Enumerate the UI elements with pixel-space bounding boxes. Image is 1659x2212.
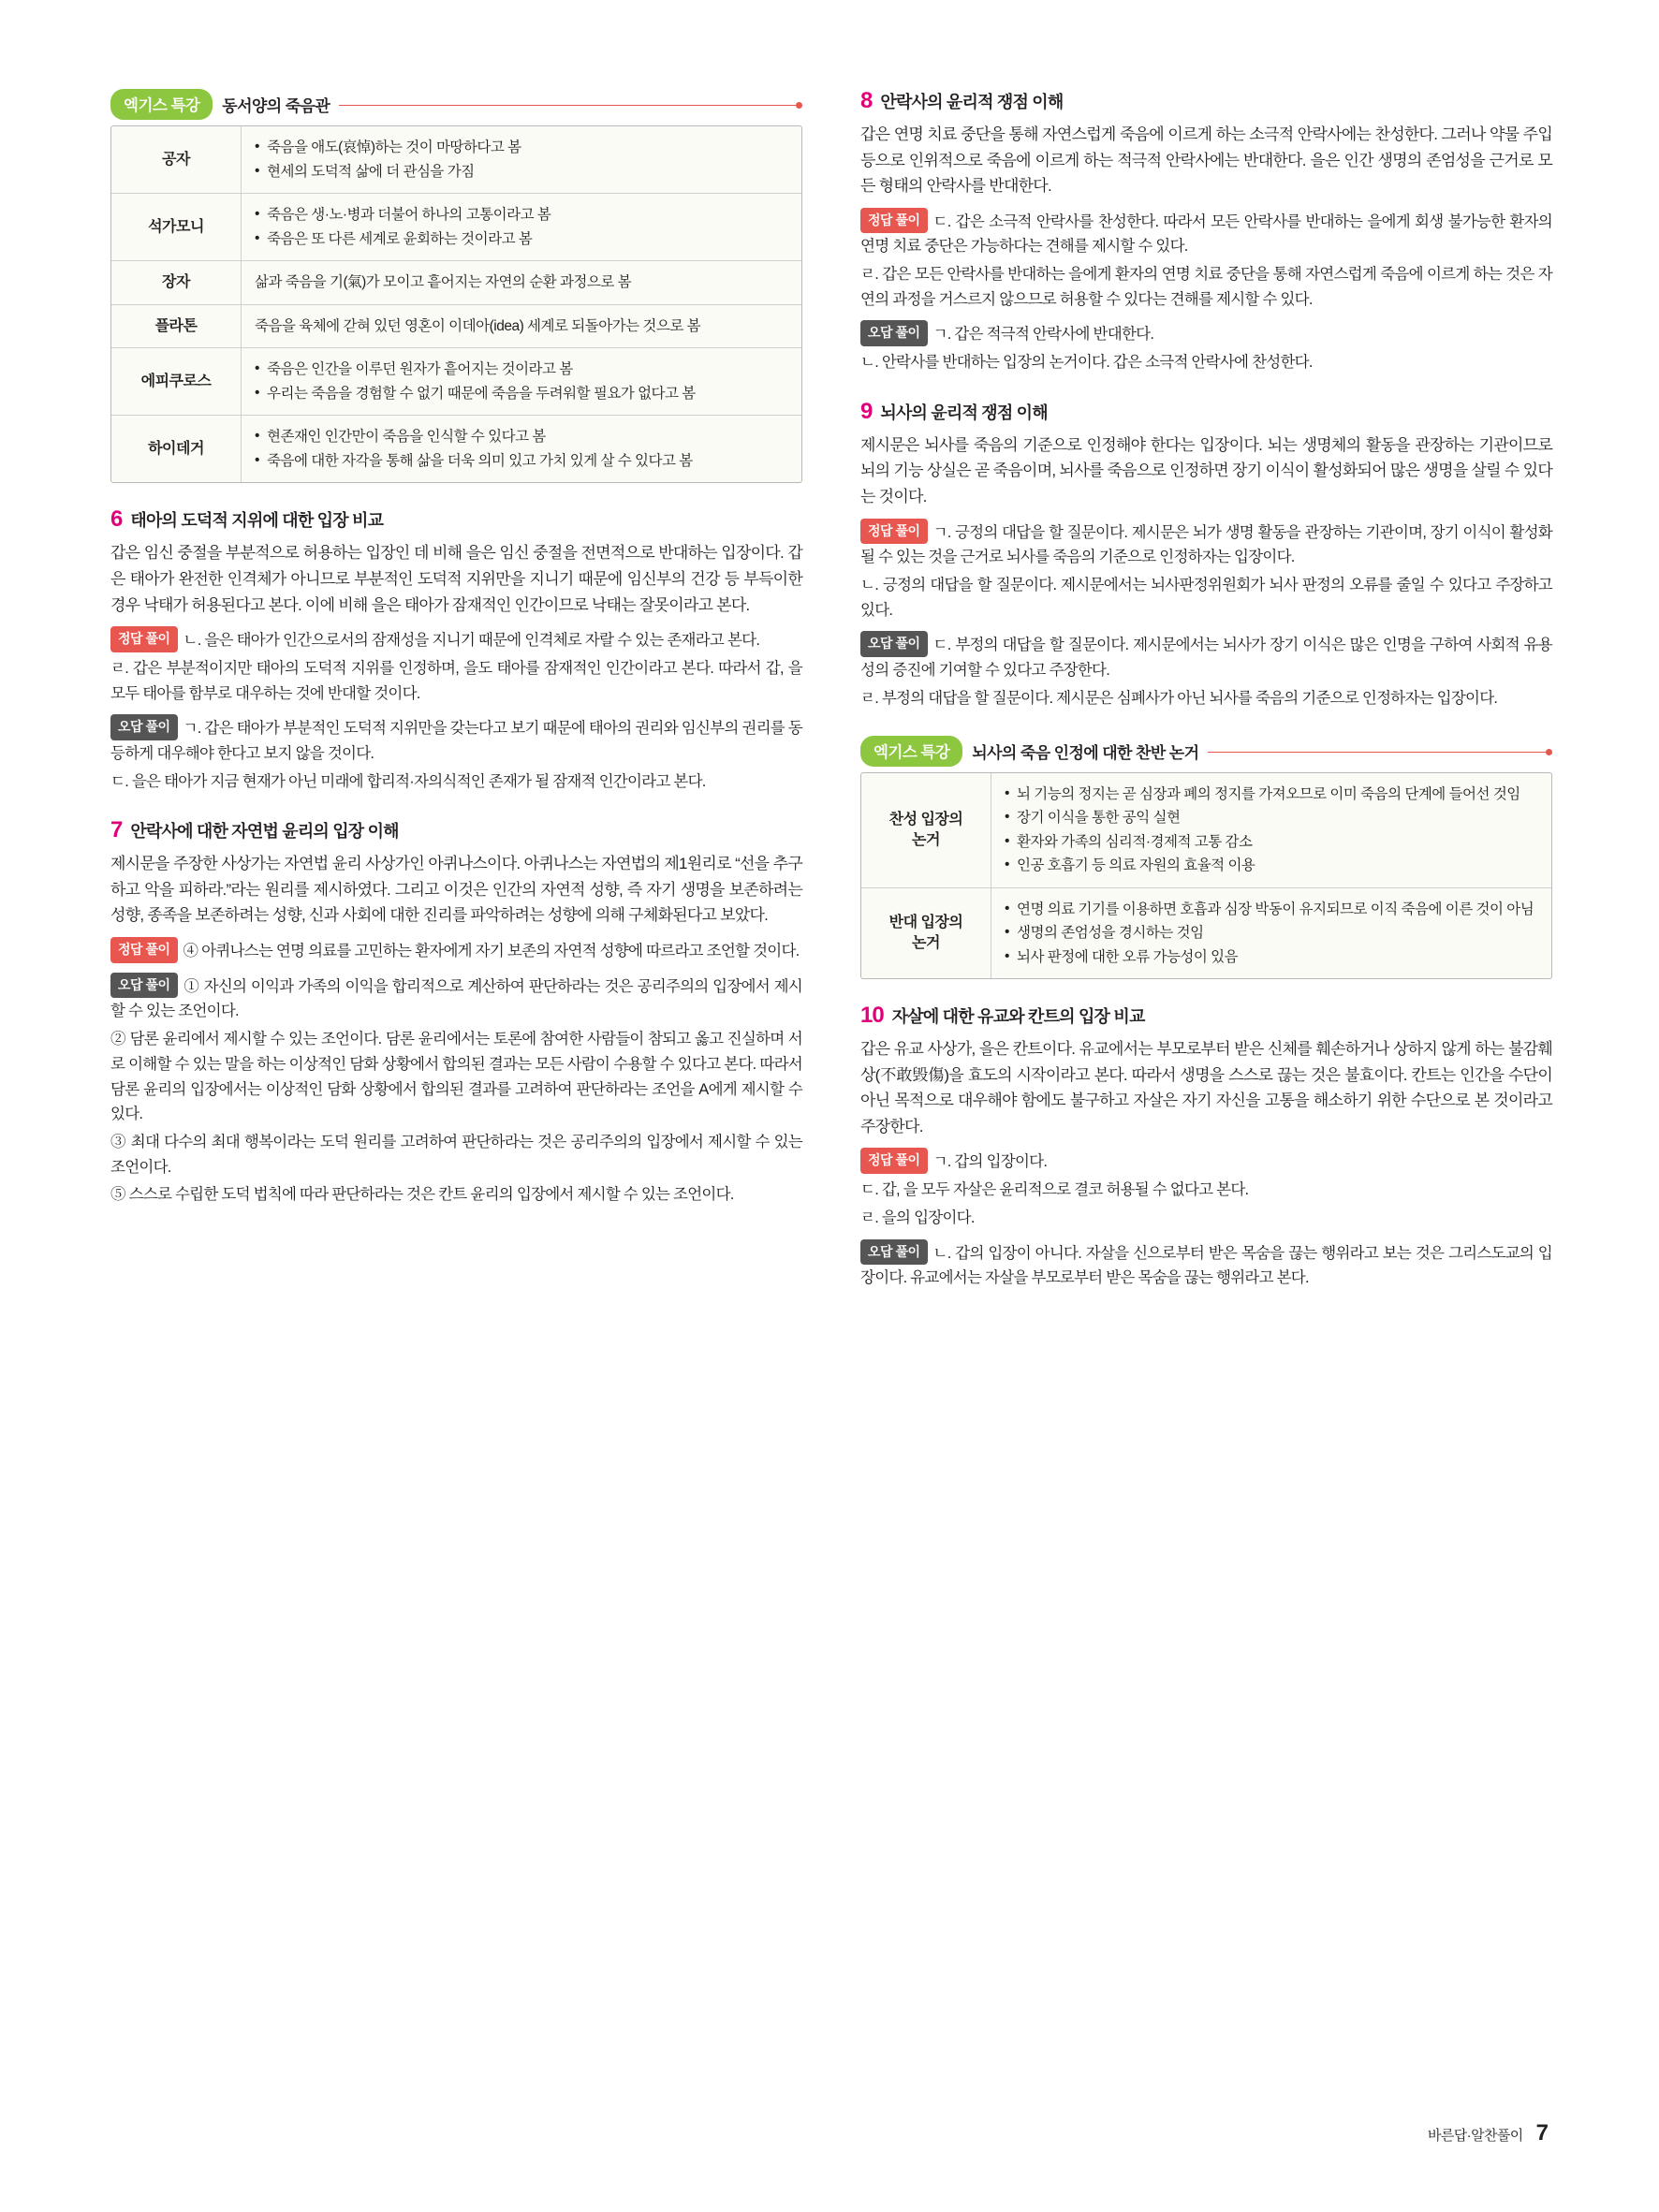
question-header xyxy=(860,400,1552,424)
correct-answer-group xyxy=(860,1148,1552,1230)
two-column-layout xyxy=(110,89,1552,2092)
row-text: 삶과 죽음을 기(氣)가 모이고 흩어지는 자연의 순환 과정으로 봄 xyxy=(255,274,632,291)
wrong-answer-group xyxy=(860,1239,1552,1291)
correct-answer-line: ㄹ. 갑은 모든 안락사를 반대하는 을에게 환자의 연명 치료 중단을 통해 자연스럽게 죽음에 이르게 하는 것은 자연의 과정을 거스르지 않으므로 허용할 수 있다는 견해를 제시할 수 있다. xyxy=(860,266,1552,308)
brain-death-table xyxy=(861,773,1551,979)
wrong-answer-line xyxy=(860,1239,1552,1291)
correct-answer-line xyxy=(110,626,802,653)
row-content xyxy=(242,348,802,416)
row-label: 플라톤 xyxy=(111,304,242,348)
feature-box-brain-death xyxy=(860,736,1552,980)
feature-rule-line xyxy=(1208,752,1552,753)
correct-answer-label: 정답 풀이 xyxy=(860,1148,928,1174)
wrong-answer-group xyxy=(110,714,802,794)
wrong-answer-line: ㄹ. 부정의 대답을 할 질문이다. 제시문은 심폐사가 아닌 뇌사를 죽음의 기준으로 인정하자는 입장이다. xyxy=(860,689,1498,707)
row-content xyxy=(991,887,1552,978)
bullet-list xyxy=(255,426,792,472)
wrong-answer-group xyxy=(860,631,1552,710)
feature-box-death-views xyxy=(110,89,802,483)
list-item: • 죽음은 생·노·병과 더불어 하나의 고통이라고 봄 xyxy=(255,204,792,227)
feature-body xyxy=(110,125,802,483)
feature-header xyxy=(860,736,1552,767)
question-number: 6 xyxy=(110,506,123,533)
row-label: 장자 xyxy=(111,261,242,305)
table-row xyxy=(861,887,1551,978)
question-header xyxy=(860,1003,1552,1028)
list-item: • 뇌사 판정에 대한 오류 가능성이 있음 xyxy=(1005,946,1542,969)
wrong-answer-label: 오답 풀이 xyxy=(110,714,178,740)
feature-body xyxy=(860,772,1552,980)
bullet-list xyxy=(1005,899,1542,969)
question-number: 8 xyxy=(860,88,873,113)
explanation-paragraph: 제시문을 주장한 사상가는 자연법 윤리 사상가인 아퀴나스이다. 아퀴나스는 자연법의 제1원리로 “선을 추구하고 악을 피하라.”라는 원리를 제시하였다. 그리고 이것은 인간의 자연적 성향, 즉 자기 생명을 보존하려는 성향, 종족을 보존하려는 성향, 신과 사회에 대한 진리를 파악하려는 성향에 의해 구체화된다고 보았다. xyxy=(110,855,802,925)
correct-answer-line: ㄹ. 갑은 부분적이지만 태아의 도덕적 지위를 인정하며, 을도 태아를 잠재적인 인간이라고 본다. 따라서 갑, 을 모두 태아를 함부로 대우하는 것에 반대할 것이다. xyxy=(110,659,802,702)
table-row xyxy=(111,416,801,483)
row-label: 공자 xyxy=(111,126,242,194)
question-header xyxy=(860,89,1552,113)
feature-title: 뇌사의 죽음 인정에 대한 찬반 논거 xyxy=(972,743,1199,762)
list-item: • 장기 이식을 통한 공익 실현 xyxy=(1005,807,1542,829)
correct-answer-line: ㄷ. 갑, 을 모두 자살은 윤리적으로 결코 허용될 수 없다고 본다. xyxy=(860,1181,1249,1199)
list-item: • 죽음에 대한 자각을 통해 삶을 더욱 의미 있고 가치 있게 살 수 있다고 봄 xyxy=(255,450,792,473)
list-item: • 죽음은 인간을 이루던 원자가 흩어지는 것이라고 봄 xyxy=(255,359,792,381)
row-label: 에피쿠로스 xyxy=(111,348,242,416)
page-number: 7 xyxy=(1535,2120,1549,2146)
row-content xyxy=(242,194,802,261)
feature-title: 동서양의 죽음관 xyxy=(222,97,330,115)
row-text: 죽음을 육체에 갇혀 있던 영혼이 이데아(idea) 세계로 되돌아가는 것으로 봄 xyxy=(255,317,701,334)
bullet-list xyxy=(255,359,792,404)
answer-text: ④ 아퀴나스는 연명 의료를 고민하는 환자에게 자기 보존의 자연적 성향에 따르라고 조언할 것이다. xyxy=(183,942,800,960)
row-content xyxy=(991,773,1552,888)
wrong-answer-line: ㄷ. 을은 태아가 지금 현재가 아닌 미래에 합리적·자의식적인 존재가 될 잠재적 인간이라고 본다. xyxy=(110,772,706,790)
page-footer xyxy=(1428,2120,1549,2146)
explanation-paragraph: 갑은 유교 사상가, 을은 칸트이다. 유교에서는 부모로부터 받은 신체를 훼손하거나 상하지 않게 하는 불감훼상(不敢毁傷)을 효도의 시작이라고 본다. 따라서 생명을 스스로 끊는 것은 불효이다. 칸트는 인간을 수단이 아닌 목적으로 대우해야 함에도 불구하고 자살은 자기 자신을 고통을 해소하기 위한 수단으로 본 것이라고 주장한다. xyxy=(860,1040,1552,1135)
table-row xyxy=(861,773,1551,888)
correct-answer-group xyxy=(860,208,1552,313)
list-item: • 환자와 가족의 심리적·경제적 고통 감소 xyxy=(1005,831,1542,854)
question-number: 10 xyxy=(860,1003,884,1029)
correct-answer-line xyxy=(860,208,1552,259)
list-item: • 현존재인 인간만이 죽음을 인식할 수 있다고 봄 xyxy=(255,426,792,448)
page-left-margin xyxy=(0,0,17,2212)
answer-text: ㄱ. 갑은 태아가 부분적인 도덕적 지위만을 갖는다고 보기 때문에 태아의 권리와 임신부의 권리를 동등하게 대우해야 한다고 보지 않을 것이다. xyxy=(110,720,802,762)
question-title: 태아의 도덕적 지위에 대한 입장 비교 xyxy=(130,511,384,531)
question-block-10 xyxy=(860,1003,1552,1291)
left-column xyxy=(110,89,802,2092)
question-block-8 xyxy=(860,89,1552,375)
answer-text: ㄱ. 갑은 적극적 안락사에 반대한다. xyxy=(932,326,1154,344)
wrong-answer-line xyxy=(110,973,802,1024)
correct-answer-label: 정답 풀이 xyxy=(860,208,928,234)
answer-text: ㄷ. 부정의 대답을 할 질문이다. 제시문에서는 뇌사가 장기 이식은 많은 인명을 구하여 사회적 유용성의 증진에 기여할 수 있다고 주장한다. xyxy=(860,637,1552,680)
question-block-7 xyxy=(110,818,802,1208)
bullet-list xyxy=(1005,784,1542,877)
question-title: 뇌사의 윤리적 쟁점 이해 xyxy=(880,403,1048,422)
feature-header xyxy=(110,89,802,120)
list-item: • 죽음을 애도(哀悼)하는 것이 마땅하다고 봄 xyxy=(255,137,792,159)
right-column xyxy=(860,89,1552,2092)
explanation-paragraph: 제시문은 뇌사를 죽음의 기준으로 인정해야 한다는 입장이다. 뇌는 생명체의 활동을 관장하는 기관이므로 뇌의 기능 상실은 곧 죽음이며, 뇌사를 죽음으로 인정하면 장기 이식이 활성화되어 많은 생명을 살릴 수 있다는 것이다. xyxy=(860,435,1552,505)
question-number: 7 xyxy=(110,817,123,843)
correct-answer-label: 정답 풀이 xyxy=(110,937,178,963)
list-item: • 연명 의료 기기를 이용하면 호흡과 심장 박동이 유지되므로 이직 죽음에 이른 것이 아님 xyxy=(1005,899,1542,921)
wrong-answer-group xyxy=(860,320,1552,374)
answer-text: ㄴ. 갑의 입장이 아니다. 자살을 신으로부터 받은 목숨을 끊는 행위라고 보는 것은 그리스도교의 입장이다. 유교에서는 자살을 부모로부터 받은 목숨을 끊는 행위라고 본다. xyxy=(860,1244,1552,1287)
wrong-answer-line: ② 담론 윤리에서 제시할 수 있는 조언이다. 담론 윤리에서는 토론에 참여한 사람들이 참되고 옳고 진실하며 서로 이해할 수 있는 말을 하는 이상적인 담화 상황에서 합의된 결과는 모든 사람이 수용할 수 있다고 본다. 따라서 담론 윤리의 입장에서는 이상적인 담화 상황에서 합의된 결과를 고려하여 판단하라는 조언을 A에게 제시할 수 있다. xyxy=(110,1031,802,1123)
list-item: • 죽음은 또 다른 세계로 윤회하는 것이라고 봄 xyxy=(255,228,792,251)
question-block-9 xyxy=(860,400,1552,711)
list-item: • 현세의 도덕적 삶에 더 관심을 가짐 xyxy=(255,161,792,183)
explanation-paragraph: 갑은 임신 중절을 부분적으로 허용하는 입장인 데 비해 을은 임신 중절을 전면적으로 반대하는 입장이다. 갑은 태아가 완전한 인격체가 아니므로 부분적인 도덕적 지위만을 지니기 때문에 임신부의 건강 등 부득이한 경우 낙태가 허용된다고 본다. 이에 비해 을은 태아가 잠재적인 인간이므로 낙태는 잘못이라고 본다. xyxy=(110,544,802,614)
answer-text: ㄷ. 갑은 소극적 안락사를 찬성한다. 따라서 모든 안락사를 반대하는 을에게 회생 불가능한 환자의 연명 치료 중단은 가능하다는 견해를 제시할 수 있다. xyxy=(860,212,1552,256)
wrong-answer-line: ㄴ. 안락사를 반대하는 입장의 논거이다. 갑은 소극적 안락사에 찬성한다. xyxy=(860,354,1313,372)
row-label: 찬성 입장의 논거 xyxy=(861,773,991,888)
answer-text: ① 자신의 이익과 가족의 이익을 합리적으로 계산하여 판단하라는 것은 공리주의의 입장에서 제시할 수 있는 조언이다. xyxy=(110,977,802,1020)
wrong-answer-group xyxy=(110,973,802,1208)
table-row xyxy=(111,304,801,348)
table-row xyxy=(111,348,801,416)
answer-text: ㄱ. 갑의 입장이다. xyxy=(932,1153,1048,1171)
feature-tag-badge: 엑기스 특강 xyxy=(860,736,962,767)
correct-answer-line xyxy=(860,519,1552,570)
row-content xyxy=(242,126,802,194)
correct-answer-label: 정답 풀이 xyxy=(860,519,928,545)
question-title: 안락사의 윤리적 쟁점 이해 xyxy=(880,93,1064,111)
wrong-answer-label: 오답 풀이 xyxy=(860,320,928,346)
question-header xyxy=(110,818,802,842)
feature-tag-badge: 엑기스 특강 xyxy=(110,89,213,120)
question-title: 자살에 대한 유교와 칸트의 입장 비교 xyxy=(891,1007,1145,1027)
question-number: 9 xyxy=(860,398,873,424)
correct-answer-group xyxy=(110,937,802,964)
question-header xyxy=(110,507,802,532)
wrong-answer-line xyxy=(110,714,802,766)
answer-text: ㄴ. 을은 태아가 인간으로서의 잠재성을 지니기 때문에 인격체로 자랄 수 있는 존재라고 본다. xyxy=(183,632,760,650)
death-views-table xyxy=(111,126,801,482)
correct-answer-group xyxy=(860,519,1552,623)
row-content xyxy=(242,304,802,348)
table-row xyxy=(111,126,801,194)
correct-answer-label: 정답 풀이 xyxy=(110,626,178,652)
row-label: 석가모니 xyxy=(111,194,242,261)
wrong-answer-label: 오답 풀이 xyxy=(860,1239,928,1266)
table-row xyxy=(111,261,801,305)
bullet-list xyxy=(255,137,792,183)
wrong-answer-line xyxy=(860,320,1552,347)
correct-answer-line: ㄴ. 긍정의 대답을 할 질문이다. 제시문에서는 뇌사판정위원회가 뇌사 판정의 오류를 줄일 수 있다고 주장하고 있다. xyxy=(860,576,1552,619)
feature-rule-line xyxy=(339,105,802,106)
wrong-answer-line xyxy=(860,631,1552,682)
row-content xyxy=(242,261,802,305)
row-label: 하이데거 xyxy=(111,416,242,483)
table-row xyxy=(111,194,801,261)
row-content xyxy=(242,416,802,483)
footer-label: 바른답·알찬풀이 xyxy=(1428,2128,1523,2144)
wrong-answer-label: 오답 풀이 xyxy=(110,973,178,999)
question-block-6 xyxy=(110,507,802,794)
wrong-answer-line: ⑤ 스스로 수립한 도덕 법칙에 따라 판단하라는 것은 칸트 윤리의 입장에서 제시할 수 있는 조언이다. xyxy=(110,1186,734,1204)
list-item: • 우리는 죽음을 경험할 수 없기 때문에 죽음을 두려워할 필요가 없다고 봄 xyxy=(255,383,792,405)
list-item: • 인공 호흡기 등 의료 자원의 효율적 이용 xyxy=(1005,855,1542,877)
wrong-answer-label: 오답 풀이 xyxy=(860,631,928,657)
bullet-list xyxy=(255,204,792,250)
correct-answer-line xyxy=(110,937,802,964)
answer-text: ㄱ. 긍정의 대답을 할 질문이다. 제시문은 뇌가 생명 활동을 관장하는 기관이며, 장기 이식이 활성화될 수 있는 것을 근거로 뇌사를 죽음의 기준으로 인정하자는 입장이다. xyxy=(860,523,1552,566)
row-label: 반대 입장의 논거 xyxy=(861,887,991,978)
list-item: • 생명의 존엄성을 경시하는 것임 xyxy=(1005,922,1542,945)
explanation-paragraph: 갑은 연명 치료 중단을 통해 자연스럽게 죽음에 이르게 하는 소극적 안락사에는 찬성한다. 그러나 약물 주입 등으로 인위적으로 죽음에 이르게 하는 적극적 안락사에는 반대한다. 을은 인간 생명의 존엄성을 근거로 모든 형태의 안락사를 반대한다. xyxy=(860,125,1552,196)
wrong-answer-line: ③ 최대 다수의 최대 행복이라는 도덕 원리를 고려하여 판단하라는 것은 공리주의의 입장에서 제시할 수 있는 조언이다. xyxy=(110,1134,802,1176)
question-title: 안락사에 대한 자연법 윤리의 입장 이해 xyxy=(130,822,399,842)
list-item: • 뇌 기능의 정지는 곧 심장과 폐의 정지를 가져오므로 이미 죽음의 단계에 들어선 것임 xyxy=(1005,784,1542,806)
correct-answer-group xyxy=(110,626,802,706)
correct-answer-line: ㄹ. 을의 입장이다. xyxy=(860,1209,975,1226)
correct-answer-line xyxy=(860,1148,1552,1175)
